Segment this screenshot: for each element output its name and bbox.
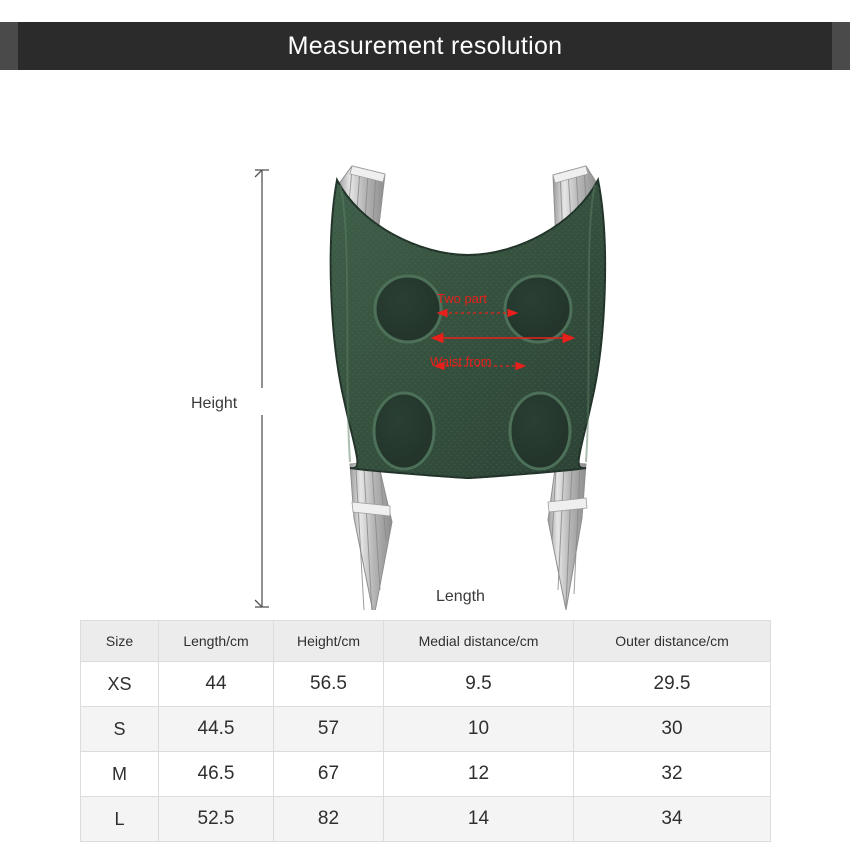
table-row <box>81 752 771 797</box>
table-header-row <box>81 621 771 662</box>
strap-bottom-left-icon <box>350 462 392 610</box>
column-header-medial-distance: Medial distance/cm <box>384 621 574 662</box>
cell-size: XS <box>81 662 159 707</box>
table-body <box>81 662 771 842</box>
column-header-height: Height/cm <box>274 621 384 662</box>
cell-medial: 10 <box>384 707 574 752</box>
cell-size: M <box>81 752 159 797</box>
cell-length: 46.5 <box>159 752 274 797</box>
cell-height: 82 <box>274 797 384 842</box>
column-header-size: Size <box>81 621 159 662</box>
cell-height: 56.5 <box>274 662 384 707</box>
cell-height: 57 <box>274 707 384 752</box>
table-row <box>81 797 771 842</box>
cell-medial: 12 <box>384 752 574 797</box>
strap-bottom-right-icon <box>548 462 587 610</box>
cell-outer: 32 <box>574 752 771 797</box>
cell-size: L <box>81 797 159 842</box>
column-header-outer-distance: Outer distance/cm <box>574 621 771 662</box>
product-measurement-diagram <box>0 70 850 610</box>
diagram-svg <box>0 70 850 610</box>
size-chart-table <box>80 620 771 842</box>
cell-size: S <box>81 707 159 752</box>
cell-height: 67 <box>274 752 384 797</box>
cell-length: 44.5 <box>159 707 274 752</box>
cell-length: 44 <box>159 662 274 707</box>
cell-length: 52.5 <box>159 797 274 842</box>
table-header <box>81 621 771 662</box>
cell-outer: 34 <box>574 797 771 842</box>
cell-outer: 29.5 <box>574 662 771 707</box>
height-dimension-bracket-icon <box>255 170 269 607</box>
cell-medial: 9.5 <box>384 662 574 707</box>
header-banner <box>0 22 850 70</box>
table-row <box>81 662 771 707</box>
cell-medial: 14 <box>384 797 574 842</box>
two-part-annotation: Two part <box>437 291 487 306</box>
cell-outer: 30 <box>574 707 771 752</box>
waist-from-annotation: Waist from <box>430 354 492 369</box>
column-header-length: Length/cm <box>159 621 274 662</box>
table-row <box>81 707 771 752</box>
page-title: Measurement resolution <box>287 32 563 60</box>
height-label: Height <box>191 395 238 412</box>
length-label: Length <box>436 588 485 605</box>
